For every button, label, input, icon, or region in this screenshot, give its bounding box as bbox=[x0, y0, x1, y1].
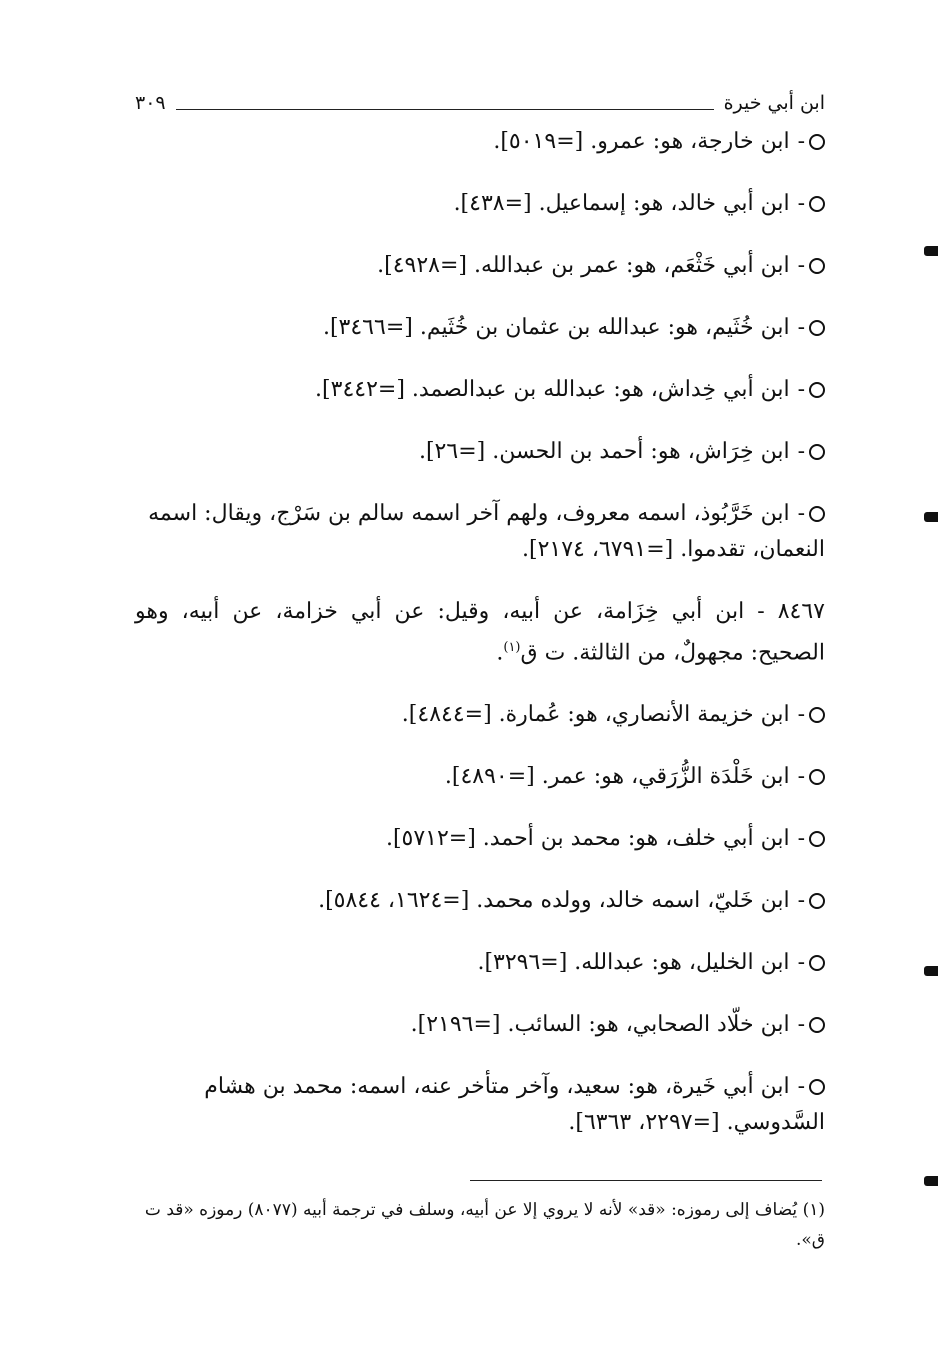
page-number: ٣٠٩ bbox=[135, 92, 166, 114]
circle-bullet-icon bbox=[809, 955, 825, 971]
entry bbox=[135, 697, 825, 733]
margin-tab-mark bbox=[924, 246, 938, 256]
entry-text: ابن خِرَاش، هو: أحمد بن الحسن. [=٢٦]. bbox=[418, 439, 790, 464]
entry-text: ابن أبي خَيرة، هو: سعيد، وآخر متأخر عنه، اسمه: محمد بن هشام السَّدوسي. [=٢٢٩٧، ٦٣٦٣]. bbox=[204, 1074, 825, 1136]
entry bbox=[135, 248, 825, 284]
footnote: (١) يُضاف إلى رموزه: «قد» لأنه لا يروي إلا عن أبيه، وسلف في ترجمة أبيه (٨٠٧٧) رموزه «قد ت ق». bbox=[144, 1200, 825, 1250]
entry bbox=[135, 1007, 825, 1043]
dash: - bbox=[797, 702, 805, 728]
footnote-rule bbox=[470, 1180, 822, 1181]
entry-text: ابن أبي خلف، هو: محمد بن أحمد. [=٥٧١٢]. bbox=[385, 826, 790, 852]
circle-bullet-icon bbox=[809, 893, 825, 909]
circle-bullet-icon bbox=[809, 506, 825, 522]
entry-text: ابن خزيمة الأنصاري، هو: عُمارة. [=٤٨٤٤]. bbox=[401, 702, 790, 728]
entry bbox=[135, 759, 825, 795]
dash: - bbox=[797, 888, 805, 914]
entry bbox=[135, 945, 825, 981]
dash: - bbox=[797, 1074, 805, 1100]
dash: - bbox=[797, 826, 805, 852]
entry bbox=[135, 434, 825, 470]
circle-bullet-icon bbox=[809, 320, 825, 336]
circle-bullet-icon bbox=[809, 1017, 825, 1033]
footnote-ref: (١) bbox=[503, 640, 521, 655]
dash: - bbox=[797, 253, 805, 278]
entry-text: ابن خَرَّبُوذ، اسمه معروف، ولهم آخر اسمه سالم بن سَرْج، ويقال: اسمه النعمان، تقدموا. [=٦٧٩١، ٢١٧٤]. bbox=[148, 501, 825, 562]
circle-bullet-icon bbox=[809, 831, 825, 847]
entry bbox=[135, 372, 825, 408]
dash: - bbox=[797, 315, 805, 340]
entry-text: ابن خلّاد الصحابي، هو: السائب. [=٢١٩٦]. bbox=[410, 1012, 790, 1038]
entry-tail: . bbox=[496, 640, 504, 666]
dash: - bbox=[797, 950, 805, 976]
entry-text: ابن خارجة، هو: عمرو. [=٥٠١٩]. bbox=[493, 129, 790, 154]
entry-text: ابن أبي خالد، هو: إسماعيل. [=٤٣٨]. bbox=[453, 191, 790, 216]
entry-text: ابن الخليل، هو: عبدالله. [=٣٢٩٦]. bbox=[477, 950, 790, 976]
dash: - bbox=[797, 501, 805, 526]
entries-list bbox=[135, 124, 825, 1167]
header-rule bbox=[176, 109, 714, 110]
entry bbox=[135, 1069, 825, 1141]
entry-text: ٨٤٦٧ - ابن أبي خِزَامة، عن أبيه، وقيل: عن أبي خزامة، عن أبيه، وهو الصحيح: مجهولٌ، من الثالثة. ت ق bbox=[135, 599, 825, 666]
running-header bbox=[135, 88, 825, 118]
header-title: ابن أبي خيرة bbox=[723, 92, 825, 114]
circle-bullet-icon bbox=[809, 382, 825, 398]
entry-text: ابن خُثَيم، هو: عبدالله بن عثمان بن خُثَيم. [=٣٤٦٦]. bbox=[322, 315, 790, 340]
margin-tab-mark bbox=[924, 1176, 938, 1186]
entry bbox=[135, 883, 825, 919]
circle-bullet-icon bbox=[809, 196, 825, 212]
circle-bullet-icon bbox=[809, 444, 825, 460]
entry bbox=[135, 496, 825, 568]
dash: - bbox=[797, 129, 805, 154]
numbered-entry bbox=[135, 594, 825, 671]
circle-bullet-icon bbox=[809, 134, 825, 150]
dash: - bbox=[797, 377, 805, 402]
entry bbox=[135, 186, 825, 222]
entry-text: ابن أبي خَثْعَم، هو: عمر بن عبدالله. [=٤٩٢٨]. bbox=[377, 253, 790, 278]
dash: - bbox=[797, 439, 805, 464]
dash: - bbox=[797, 191, 805, 216]
circle-bullet-icon bbox=[809, 258, 825, 274]
circle-bullet-icon bbox=[809, 707, 825, 723]
dash: - bbox=[797, 764, 805, 790]
margin-tab-mark bbox=[924, 512, 938, 522]
dash: - bbox=[797, 1012, 805, 1038]
entry-text: ابن خَليّ، اسمه خالد، وولده محمد. [=١٦٢٤، ٥٨٤٤]. bbox=[318, 888, 790, 914]
entry bbox=[135, 124, 825, 160]
circle-bullet-icon bbox=[809, 769, 825, 785]
entry-text: ابن أبي خِداش، هو: عبدالله بن عبدالصمد. [=٣٤٤٢]. bbox=[315, 377, 790, 402]
entry-text: ابن خَلْدَة الزُّرَقي، هو: عمر. [=٤٨٩٠]. bbox=[444, 764, 790, 790]
entry bbox=[135, 310, 825, 346]
circle-bullet-icon bbox=[809, 1079, 825, 1095]
entry bbox=[135, 821, 825, 857]
margin-tab-mark bbox=[924, 966, 938, 976]
